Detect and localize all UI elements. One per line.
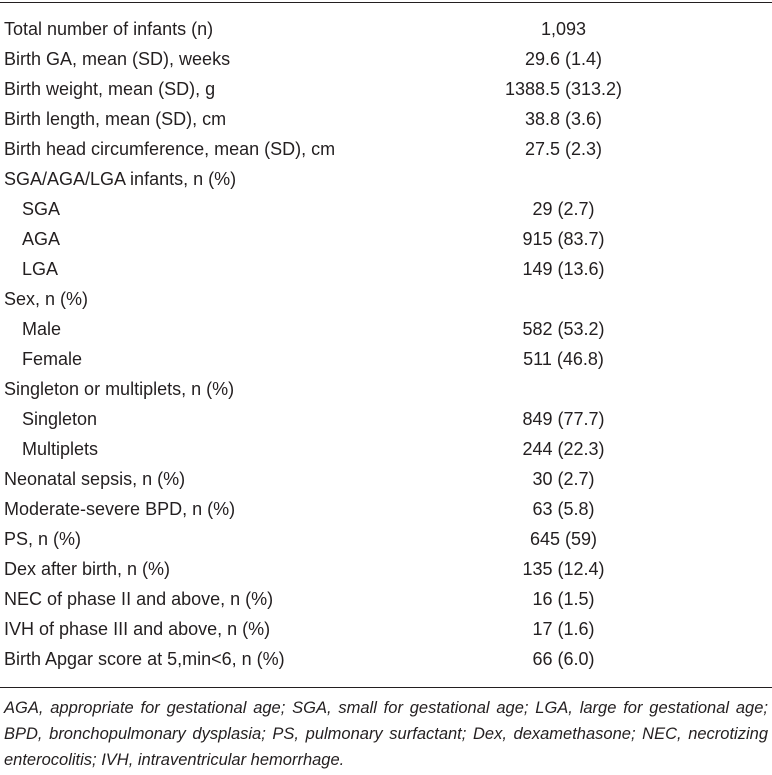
- row-label: Dex after birth, n (%): [4, 559, 171, 579]
- table-row: [0, 344, 772, 374]
- row-value: 66 (6.0): [532, 649, 595, 669]
- row-label: Sex, n (%): [4, 289, 89, 309]
- row-value: 149 (13.6): [522, 259, 605, 279]
- row-label: Singleton or multiplets, n (%): [4, 379, 235, 399]
- table-row: [0, 194, 772, 224]
- row-value: 29.6 (1.4): [524, 49, 603, 69]
- table-row: [0, 464, 772, 494]
- row-label: Male: [22, 319, 62, 339]
- table-top-rule: [0, 2, 772, 3]
- row-label: Total number of infants (n): [4, 19, 214, 39]
- table-row: [0, 134, 772, 164]
- table-row: [0, 224, 772, 254]
- row-label: Singleton: [22, 409, 98, 429]
- table-row: [0, 14, 772, 44]
- row-label: IVH of phase III and above, n (%): [4, 619, 271, 639]
- row-label: LGA: [22, 259, 59, 279]
- row-label: PS, n (%): [4, 529, 82, 549]
- row-label: Birth weight, mean (SD), g: [4, 79, 216, 99]
- table-row: [0, 614, 772, 644]
- row-label: SGA: [22, 199, 61, 219]
- row-value: 30 (2.7): [532, 469, 595, 489]
- table-row: [0, 584, 772, 614]
- row-value: 135 (12.4): [522, 559, 605, 579]
- table-bottom-rule: [0, 687, 772, 688]
- table-row: [0, 404, 772, 434]
- row-value: 915 (83.7): [522, 229, 605, 249]
- row-value: 17 (1.6): [532, 619, 595, 639]
- row-label: SGA/AGA/LGA infants, n (%): [4, 169, 237, 189]
- table-row: [0, 164, 772, 194]
- table-row: [0, 314, 772, 344]
- table-row: [0, 554, 772, 584]
- row-value: 1388.5 (313.2): [504, 79, 623, 99]
- table-row: [0, 644, 772, 674]
- table-body: [0, 14, 772, 674]
- row-label: Female: [22, 349, 83, 369]
- row-value: 63 (5.8): [532, 499, 595, 519]
- row-value: 244 (22.3): [522, 439, 605, 459]
- row-label: Birth GA, mean (SD), weeks: [4, 49, 231, 69]
- table-row: [0, 74, 772, 104]
- row-label: Multiplets: [22, 439, 99, 459]
- row-value: 29 (2.7): [532, 199, 595, 219]
- row-label: Birth head circumference, mean (SD), cm: [4, 139, 336, 159]
- table-row: [0, 434, 772, 464]
- table-row: [0, 44, 772, 74]
- table-row: [0, 104, 772, 134]
- table-row: [0, 374, 772, 404]
- row-value: 645 (59): [529, 529, 598, 549]
- row-value: 27.5 (2.3): [524, 139, 603, 159]
- row-value: 1,093: [540, 19, 587, 39]
- table-row: [0, 494, 772, 524]
- row-value: 38.8 (3.6): [524, 109, 603, 129]
- row-value: 511 (46.8): [523, 349, 604, 369]
- row-value: 849 (77.7): [522, 409, 605, 429]
- row-label: Birth Apgar score at 5,min<6, n (%): [4, 649, 285, 669]
- table-row: [0, 524, 772, 554]
- row-value: 16 (1.5): [532, 589, 595, 609]
- table-row: [0, 284, 772, 314]
- row-label: Birth length, mean (SD), cm: [4, 109, 227, 129]
- table-footnote: AGA, appropriate for gestational age; SGA, small for gestational age; LGA, large for gestational age; BPD, bronchopulmonary dysplasia; PS, pulmonary surfactant; Dex, dexamethasone; NEC, necrotizing enterocolitis; IVH, intraventricular hemorrhage.: [4, 699, 768, 769]
- table-row: [0, 254, 772, 284]
- row-value: 582 (53.2): [522, 319, 605, 339]
- row-label: Neonatal sepsis, n (%): [4, 469, 186, 489]
- row-label: AGA: [22, 229, 61, 249]
- row-label: Moderate-severe BPD, n (%): [4, 499, 236, 519]
- row-label: NEC of phase II and above, n (%): [4, 589, 274, 609]
